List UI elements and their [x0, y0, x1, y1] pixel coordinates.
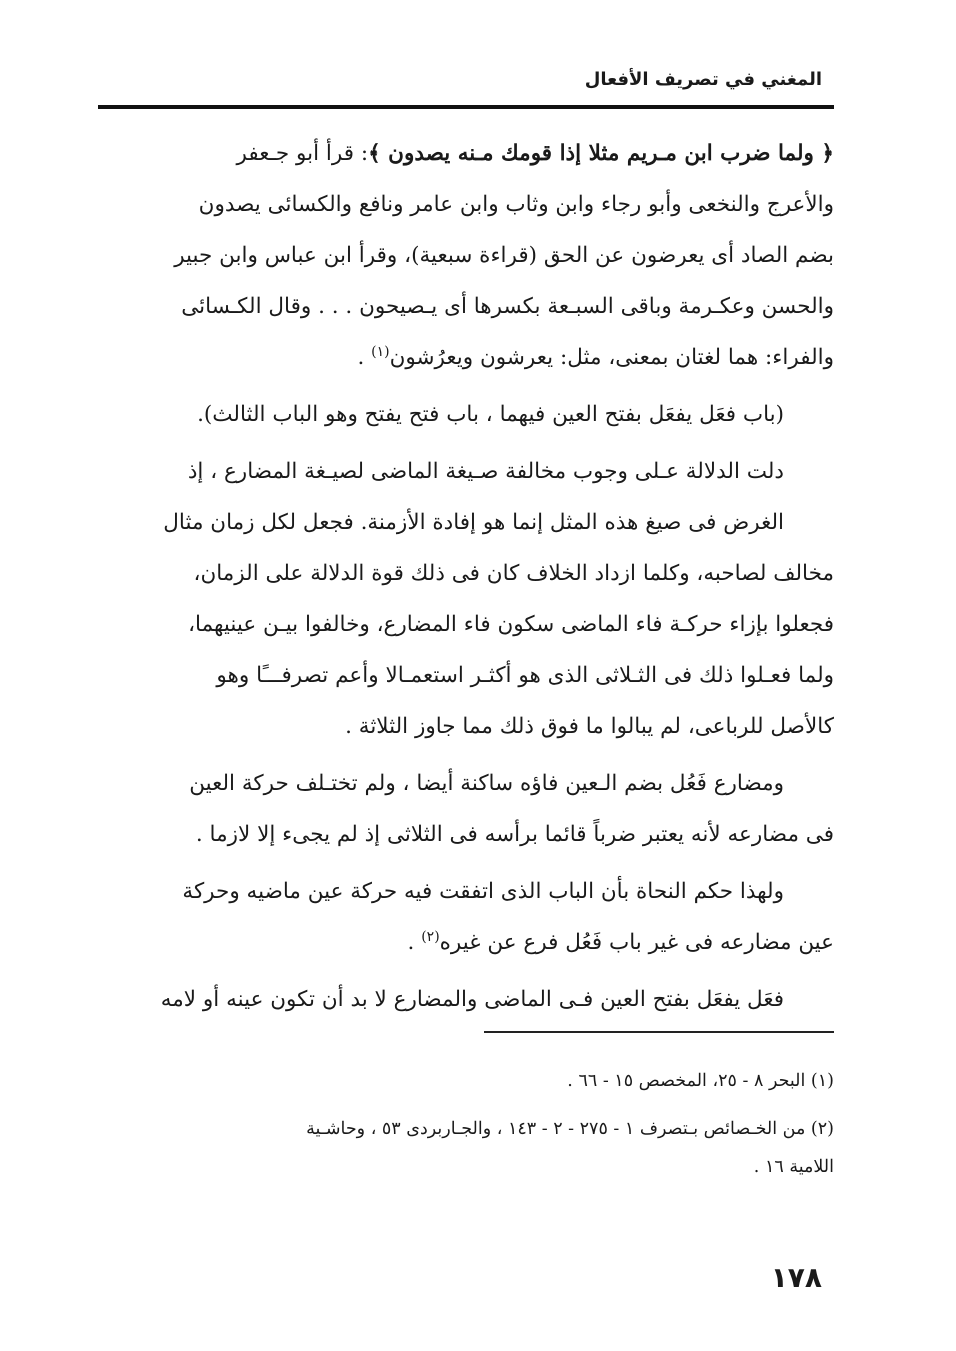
text-line: دلت الدلالة عـلى وجوب مخالفة صـيغة الماضى لصيـغة المضارع ، إذ — [187, 459, 784, 484]
footnotes — [98, 1062, 834, 1186]
text-line — [98, 332, 834, 383]
text-line: ومضارع فَعُل بضم الـعين فاؤه ساكنة أيضا ، ولم تختـلف حركة العين — [189, 771, 784, 796]
footnote-ref: (١) — [371, 343, 390, 360]
text-line: الغرض فى صيغ هذه المثل إنما هو إفادة الأزمنة. فجعل لكل زمان مثال — [163, 510, 784, 535]
paragraph — [98, 446, 834, 752]
footnote-ref: (٢) — [421, 928, 440, 945]
line-tail: . — [357, 345, 372, 370]
text-line: ولما فعـلوا ذلك فى الثـلاثى الذى هو أكثـر استعمـالا وأعم تصرفـــًا وهو — [216, 663, 834, 688]
text-line: فجعلوا بإزاء حركـة فاء الماضى سكون فاء المضارع، وخالفوا بيـن عينيهما، — [188, 612, 834, 637]
running-head: المغني في تصريف الأفعال — [584, 69, 822, 90]
body-text — [98, 128, 834, 1025]
footnote-rule — [484, 1031, 834, 1033]
paragraph — [98, 866, 834, 968]
text-line — [98, 917, 834, 968]
paragraph — [98, 758, 834, 860]
line-text: : قرأ أبو جـعفر — [236, 141, 369, 166]
line-text: عين مضارعه فى غير باب فَعُل فرع عن غيره — [439, 930, 834, 955]
paragraph — [98, 389, 834, 440]
text-line: فى مضارعه لأنه يعتبر ضرباً قائما برأسه فى الثلاثى إذ لم يجىء إلا لازما . — [195, 822, 834, 847]
text-line: بضم الصاد أى يعرضون عن الحق (قراءة سبعية)، وقرأ ابن عباس وابن جبير — [174, 243, 834, 268]
text-line: مخالف لصاحبه، وكلما ازداد الخلاف كان فى ذلك قوة الدلالة على الزمان، — [193, 561, 834, 586]
text-line: كالأصل للرباعى، لم يبالوا ما فوق ذلك مما جاوز الثلاثة . — [345, 714, 834, 739]
text-line: فعَل يفعَل بفتح العين فـى الماضى والمضارع لا بد أن تكون عينه أو لامه — [160, 987, 784, 1012]
footnote-line: (١) البحر ٨ - ٢٥، المخصص ١٥ - ٦٦ . — [567, 1071, 834, 1091]
quran-verse: ﴿ ولما ضرب ابن مـريم مثلا إذا قومك مـنه يصدون ﴾ — [368, 141, 834, 166]
footnote-line: اللامية ١٦ . — [753, 1157, 834, 1177]
line-text: والفراء: هما لغتان بمعنى، مثل: يعرشون ويعرُشون — [389, 345, 834, 370]
header-rule — [98, 105, 834, 109]
text-line: والحسن وعكـرمة وباقى السبـعة بكسرها أى يـصيحون . . . وقال الكـسائى — [181, 294, 834, 319]
page-number: ١٧٨ — [770, 1261, 822, 1294]
paragraph — [98, 128, 834, 383]
line-tail: . — [407, 930, 422, 955]
text-line: ولهذا حكم النحاة بأن الباب الذى اتفقت فيه حركة عين ماضيه وحركة — [182, 879, 784, 904]
paragraph — [98, 974, 834, 1025]
text-line: والأعرج والنخعى وأبو رجاء وابن وثاب وابن عامر ونافع والكسائى يصدون — [198, 192, 834, 217]
footnote-line: (٢) من الخـصائص بـتصرف ١ - ٢٧٥ - ٢ - ١٤٣ ، والجـاربردى ٥٣ ، وحاشـية — [306, 1119, 834, 1139]
text-line — [98, 128, 834, 179]
text-line: (باب فعَل يفعَل بفتح العين فيهما ، باب فتح يفتح وهو الباب الثالث). — [197, 402, 784, 427]
